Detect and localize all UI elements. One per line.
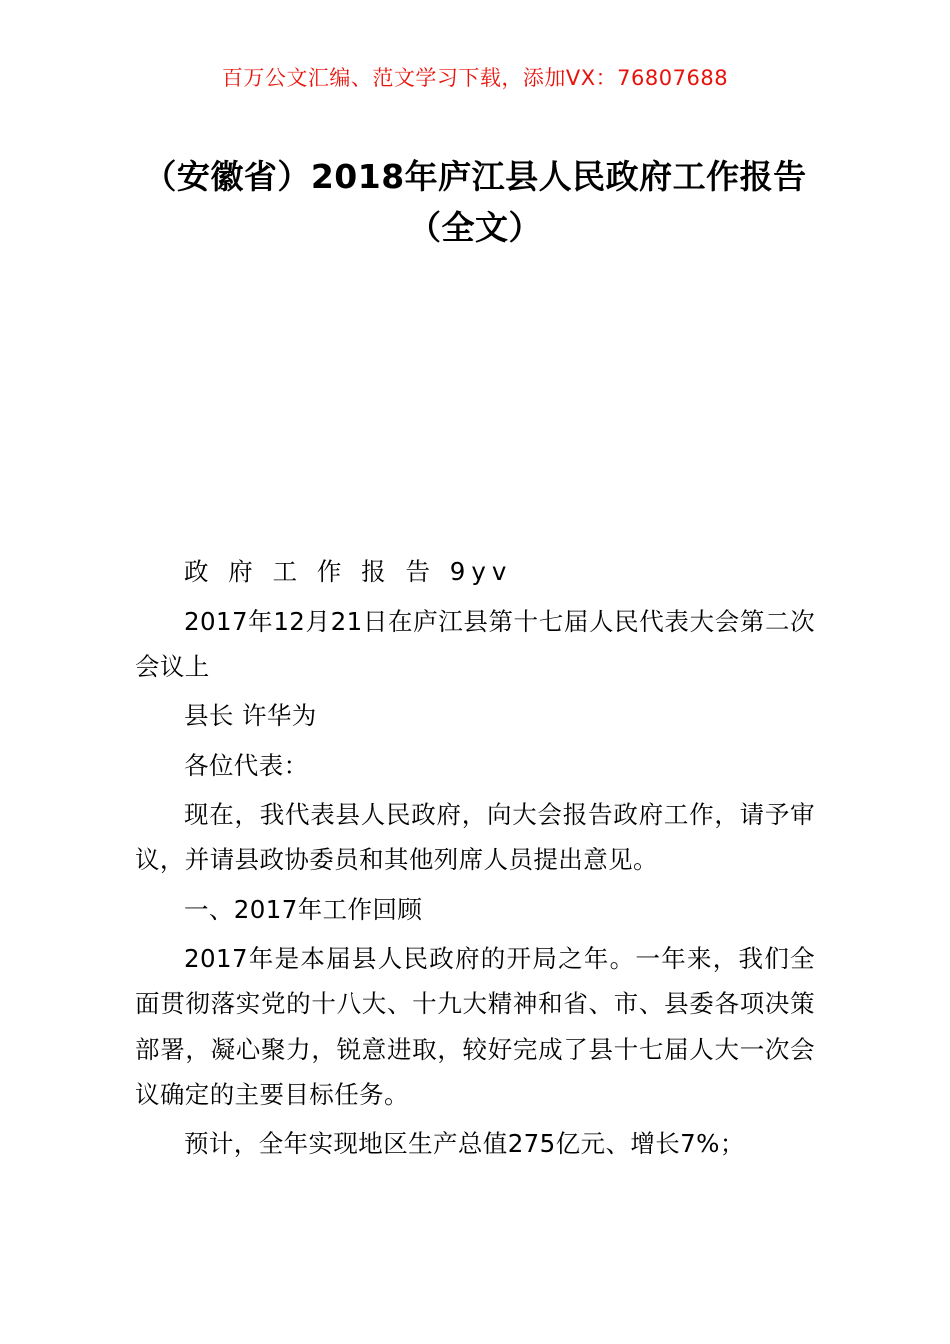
promo-banner-text: 百万公文汇编、范文学习下载，添加VX：76807688 (221, 66, 729, 90)
title-body-spacer (0, 253, 950, 549)
paragraph-section-one-2: 预计，全年实现地区生产总值275亿元、增长7%； (184, 1129, 745, 1159)
paragraph-report-heading: 政 府 工 作 报 告 9yv (184, 557, 513, 587)
paragraph-section-one-heading: 一、2017年工作回顾 (184, 894, 423, 924)
page-title: （安徽省）2018年庐江县人民政府工作报告（全文） (143, 157, 807, 248)
paragraph-speaker-line: 县长 许华为 (184, 701, 317, 731)
document-body (135, 549, 815, 1166)
paragraph-opening: 现在，我代表县人民政府，向大会报告政府工作，请予审议，并请县政协委员和其他列席人员提出意见。 (135, 800, 815, 875)
paragraph-meeting-line: 2017年12月21日在庐江县第十七届人民代表大会第二次会议上 (135, 606, 815, 682)
paragraph-section-one-1: 2017年是本届县人民政府的开局之年。一年来，我们全面贯彻落实党的十八大、十九大精神和省、市、县委各项决策部署，凝心聚力，锐意进取，较好完成了县十七届人大一次会议确定的主要目标任务。 (135, 943, 815, 1109)
paragraph-salutation: 各位代表： (184, 750, 309, 780)
